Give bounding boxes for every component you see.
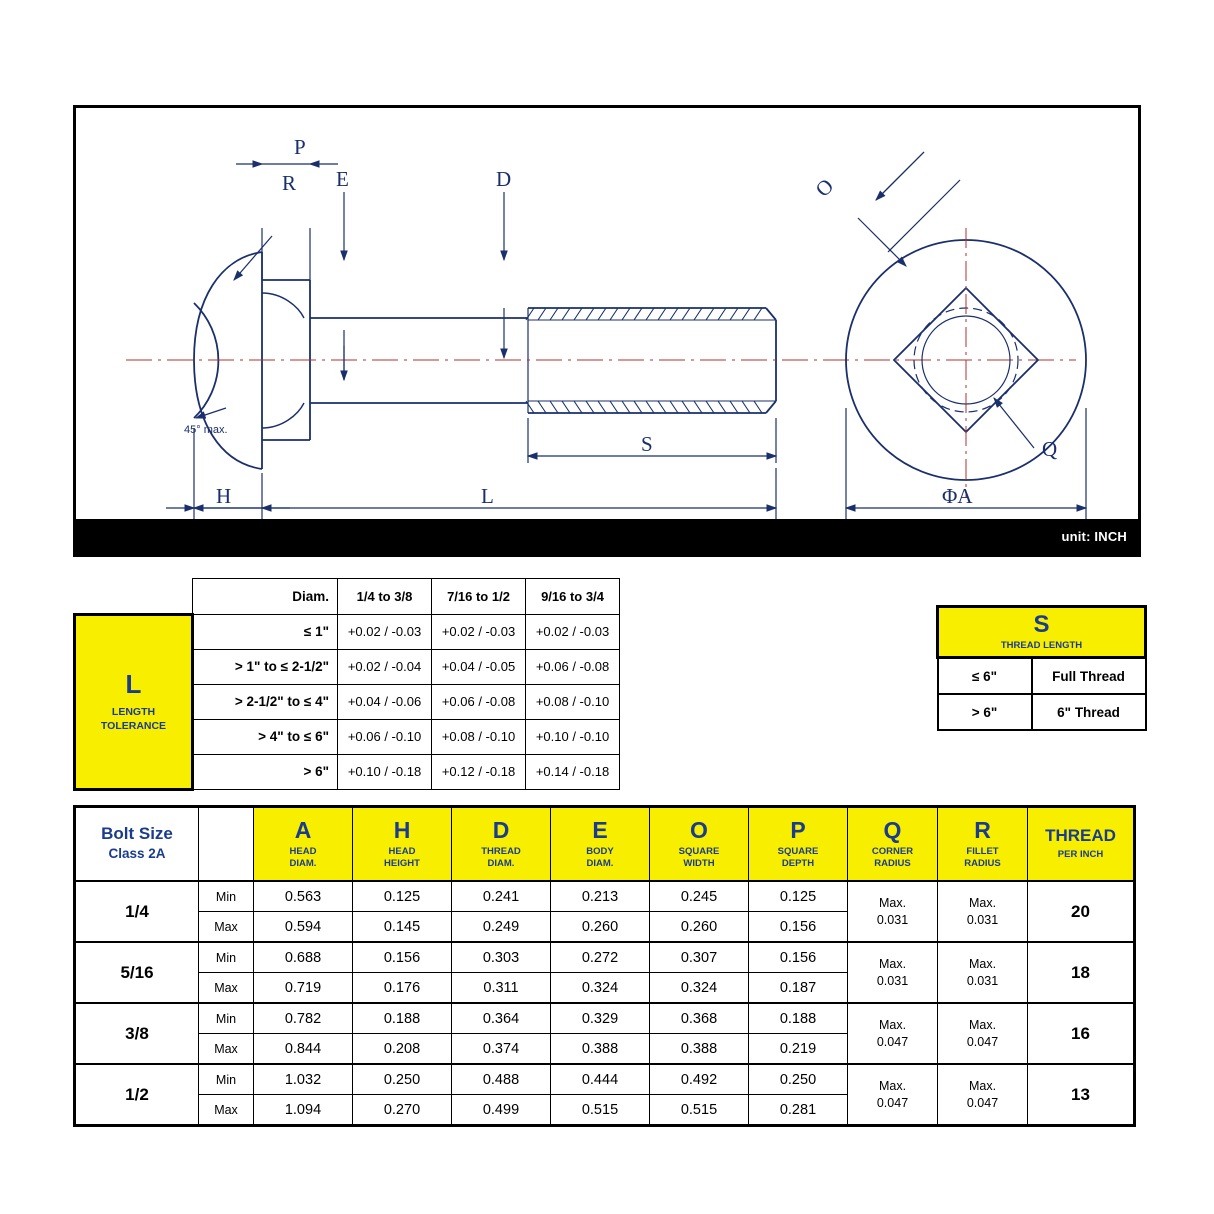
max-label: Max (199, 1095, 254, 1126)
value-p-min: 0.250 (749, 1064, 848, 1095)
table-header-row (75, 807, 1135, 882)
value-h-min: 0.250 (353, 1064, 452, 1095)
column-desc-1: THREAD (481, 845, 521, 857)
thread-length-value: 6" Thread (1032, 694, 1146, 730)
column-desc-1: HEAD (388, 845, 416, 857)
tolerance-value: +0.08 / -0.10 (526, 684, 620, 719)
table-row (75, 881, 1135, 912)
value-h-max: 0.145 (353, 912, 452, 943)
tolerance-value: +0.12 / -0.18 (432, 754, 526, 789)
min-label: Min (199, 1003, 254, 1034)
unit-label: unit: INCH (1061, 529, 1127, 544)
header-range-3: 9/16 to 3/4 (526, 579, 620, 615)
table-row (75, 614, 620, 649)
column-letter: H (393, 816, 411, 843)
carriage-bolt-technical-drawing (76, 108, 1138, 552)
value-q-number: 0.047 (876, 1095, 909, 1110)
value-o-max: 0.324 (650, 973, 749, 1004)
value-p-max: 0.187 (749, 973, 848, 1004)
thread-length-sub: THREAD LENGTH (1000, 640, 1083, 651)
value-p-min: 0.188 (749, 1003, 848, 1034)
tolerance-value: +0.10 / -0.10 (526, 719, 620, 754)
value-o-min: 0.307 (650, 942, 749, 973)
column-desc-2: DIAM. (289, 858, 317, 870)
bolt-dimension-table (73, 805, 1136, 1127)
value-e-min: 0.329 (551, 1003, 650, 1034)
table-row (938, 607, 1146, 658)
value-thread: 16 (1028, 1003, 1135, 1064)
length-tolerance-letter: L (125, 669, 142, 700)
value-e-min: 0.272 (551, 942, 650, 973)
column-letter: O (690, 816, 708, 843)
value-d-min: 0.303 (452, 942, 551, 973)
column-desc-1: SQUARE (678, 845, 720, 857)
value-thread: 18 (1028, 942, 1135, 1003)
column-letter: E (592, 816, 608, 843)
value-d-min: 0.241 (452, 881, 551, 912)
thread-header-letter: THREAD (1045, 825, 1116, 845)
column-letter: A (294, 816, 312, 843)
value-r-number: 0.031 (966, 912, 999, 927)
value-q-prefix: Max. (878, 1078, 907, 1093)
column-header-o (650, 807, 749, 882)
tolerance-value: +0.02 / -0.04 (338, 649, 432, 684)
value-e-min: 0.213 (551, 881, 650, 912)
bolt-class-label: Class 2A (108, 846, 166, 862)
value-h-max: 0.208 (353, 1034, 452, 1065)
min-label: Min (199, 881, 254, 912)
bolt-size-header (75, 807, 199, 882)
thread-length-range: > 6" (938, 694, 1032, 730)
value-r-prefix: Max. (968, 895, 997, 910)
value-d-max: 0.311 (452, 973, 551, 1004)
value-q (848, 1064, 938, 1126)
range-label: > 1" to ≤ 2-1/2" (193, 649, 338, 684)
column-desc-2: RADIUS (964, 858, 1001, 870)
column-desc-1: FILLET (966, 845, 999, 857)
callout-d: D (496, 167, 512, 191)
value-o-max: 0.388 (650, 1034, 749, 1065)
column-header-thread (1028, 807, 1135, 882)
value-r-prefix: Max. (968, 1078, 997, 1093)
value-p-max: 0.219 (749, 1034, 848, 1065)
tolerance-value: +0.08 / -0.10 (432, 719, 526, 754)
callout-angle-note: 45° max. (184, 424, 228, 436)
value-a-max: 0.719 (254, 973, 353, 1004)
value-o-min: 0.492 (650, 1064, 749, 1095)
value-a-min: 0.563 (254, 881, 353, 912)
value-p-min: 0.125 (749, 881, 848, 912)
range-label: ≤ 1" (193, 614, 338, 649)
thread-length-title-cell (938, 607, 1146, 658)
value-o-max: 0.515 (650, 1095, 749, 1126)
header-range-1: 1/4 to 3/8 (338, 579, 432, 615)
tolerance-value: +0.04 / -0.06 (338, 684, 432, 719)
table-row (938, 658, 1146, 695)
column-letter: D (492, 816, 510, 843)
value-a-min: 0.688 (254, 942, 353, 973)
table-row (75, 1064, 1135, 1095)
column-header-d (452, 807, 551, 882)
max-label: Max (199, 912, 254, 943)
column-desc-1: BODY (586, 845, 614, 857)
value-e-max: 0.260 (551, 912, 650, 943)
callout-p: P (294, 135, 306, 159)
length-tolerance-title-cell (75, 614, 193, 789)
value-p-min: 0.156 (749, 942, 848, 973)
thread-length-table (936, 605, 1147, 731)
value-h-min: 0.156 (353, 942, 452, 973)
unit-bar (73, 519, 1141, 557)
drawing-panel (73, 105, 1141, 555)
bolt-size-value: 1/2 (75, 1064, 199, 1126)
value-e-max: 0.324 (551, 973, 650, 1004)
value-d-min: 0.488 (452, 1064, 551, 1095)
column-desc-2: DIAM. (586, 858, 614, 870)
range-label: > 6" (193, 754, 338, 789)
value-q-number: 0.031 (876, 973, 909, 988)
column-desc-1: HEAD (289, 845, 317, 857)
range-label: > 2-1/2" to ≤ 4" (193, 684, 338, 719)
column-header-q (848, 807, 938, 882)
value-a-min: 0.782 (254, 1003, 353, 1034)
column-desc-2: HEIGHT (384, 858, 420, 870)
value-r (938, 942, 1028, 1003)
tolerance-value: +0.02 / -0.03 (432, 614, 526, 649)
tolerance-value: +0.04 / -0.05 (432, 649, 526, 684)
min-label: Min (199, 942, 254, 973)
tolerance-value: +0.02 / -0.03 (526, 614, 620, 649)
value-a-min: 1.032 (254, 1064, 353, 1095)
thread-length-range: ≤ 6" (938, 658, 1032, 695)
callout-phi-a: ΦA (942, 484, 973, 508)
header-diam: Diam. (193, 579, 338, 615)
header-range-2: 7/16 to 1/2 (432, 579, 526, 615)
value-h-min: 0.125 (353, 881, 452, 912)
value-d-max: 0.249 (452, 912, 551, 943)
column-header-r (938, 807, 1028, 882)
column-letter: R (974, 816, 991, 843)
column-header-h (353, 807, 452, 882)
column-desc-1: SQUARE (777, 845, 819, 857)
value-o-min: 0.245 (650, 881, 749, 912)
value-r-number: 0.031 (966, 973, 999, 988)
bolt-size-value: 5/16 (75, 942, 199, 1003)
value-r-prefix: Max. (968, 1017, 997, 1032)
value-a-max: 0.844 (254, 1034, 353, 1065)
tolerance-value: +0.06 / -0.08 (432, 684, 526, 719)
tolerance-value: +0.10 / -0.18 (338, 754, 432, 789)
value-r-number: 0.047 (966, 1034, 999, 1049)
value-h-min: 0.188 (353, 1003, 452, 1034)
value-r-number: 0.047 (966, 1095, 999, 1110)
value-q-number: 0.031 (876, 912, 909, 927)
value-q (848, 1003, 938, 1064)
spacer-cell (75, 579, 193, 615)
value-q-number: 0.047 (876, 1034, 909, 1049)
value-e-max: 0.515 (551, 1095, 650, 1126)
column-desc-2: DEPTH (781, 858, 815, 870)
column-desc-2: RADIUS (874, 858, 911, 870)
value-r-prefix: Max. (968, 956, 997, 971)
value-a-max: 1.094 (254, 1095, 353, 1126)
value-q-prefix: Max. (878, 956, 907, 971)
max-label: Max (199, 1034, 254, 1065)
max-label: Max (199, 973, 254, 1004)
value-q-prefix: Max. (878, 895, 907, 910)
thread-length-letter: S (1033, 611, 1050, 638)
length-tolerance-sub-1: LENGTH (111, 705, 156, 718)
value-d-min: 0.364 (452, 1003, 551, 1034)
tolerance-value: +0.14 / -0.18 (526, 754, 620, 789)
column-desc-2: WIDTH (683, 858, 715, 870)
value-p-max: 0.156 (749, 912, 848, 943)
value-q (848, 881, 938, 942)
callout-h: H (216, 484, 232, 508)
bolt-size-label: Bolt Size (101, 823, 173, 843)
value-h-max: 0.270 (353, 1095, 452, 1126)
value-d-max: 0.499 (452, 1095, 551, 1126)
bolt-size-value: 1/4 (75, 881, 199, 942)
length-tolerance-table (73, 578, 620, 791)
value-e-min: 0.444 (551, 1064, 650, 1095)
range-label: > 4" to ≤ 6" (193, 719, 338, 754)
value-o-max: 0.260 (650, 912, 749, 943)
callout-o: O (810, 173, 839, 202)
value-o-min: 0.368 (650, 1003, 749, 1034)
column-header-a (254, 807, 353, 882)
column-letter: Q (883, 816, 902, 843)
thread-length-value: Full Thread (1032, 658, 1146, 695)
table-row (938, 694, 1146, 730)
column-letter: P (790, 816, 806, 843)
bolt-size-value: 3/8 (75, 1003, 199, 1064)
column-desc-1: CORNER (871, 845, 914, 857)
value-q-prefix: Max. (878, 1017, 907, 1032)
column-desc-2: DIAM. (487, 858, 515, 870)
length-tolerance-sub-2: TOLERANCE (100, 719, 167, 732)
value-r (938, 1064, 1028, 1126)
value-h-max: 0.176 (353, 973, 452, 1004)
callout-s: S (641, 432, 653, 456)
min-label: Min (199, 1064, 254, 1095)
column-header-e (551, 807, 650, 882)
column-header-p (749, 807, 848, 882)
value-thread: 13 (1028, 1064, 1135, 1126)
value-r (938, 1003, 1028, 1064)
table-row (75, 579, 620, 615)
value-d-max: 0.374 (452, 1034, 551, 1065)
tolerance-value: +0.02 / -0.03 (338, 614, 432, 649)
minmax-header (199, 807, 254, 882)
value-a-max: 0.594 (254, 912, 353, 943)
callout-l: L (481, 484, 494, 508)
tolerance-value: +0.06 / -0.10 (338, 719, 432, 754)
callout-e: E (336, 167, 349, 191)
thread-header-desc: PER INCH (1057, 848, 1104, 860)
value-thread: 20 (1028, 881, 1135, 942)
callout-r: R (282, 171, 297, 195)
table-row (75, 1003, 1135, 1034)
value-e-max: 0.388 (551, 1034, 650, 1065)
value-q (848, 942, 938, 1003)
table-row (75, 942, 1135, 973)
callout-q: Q (1042, 437, 1058, 461)
tolerance-value: +0.06 / -0.08 (526, 649, 620, 684)
value-p-max: 0.281 (749, 1095, 848, 1126)
value-r (938, 881, 1028, 942)
